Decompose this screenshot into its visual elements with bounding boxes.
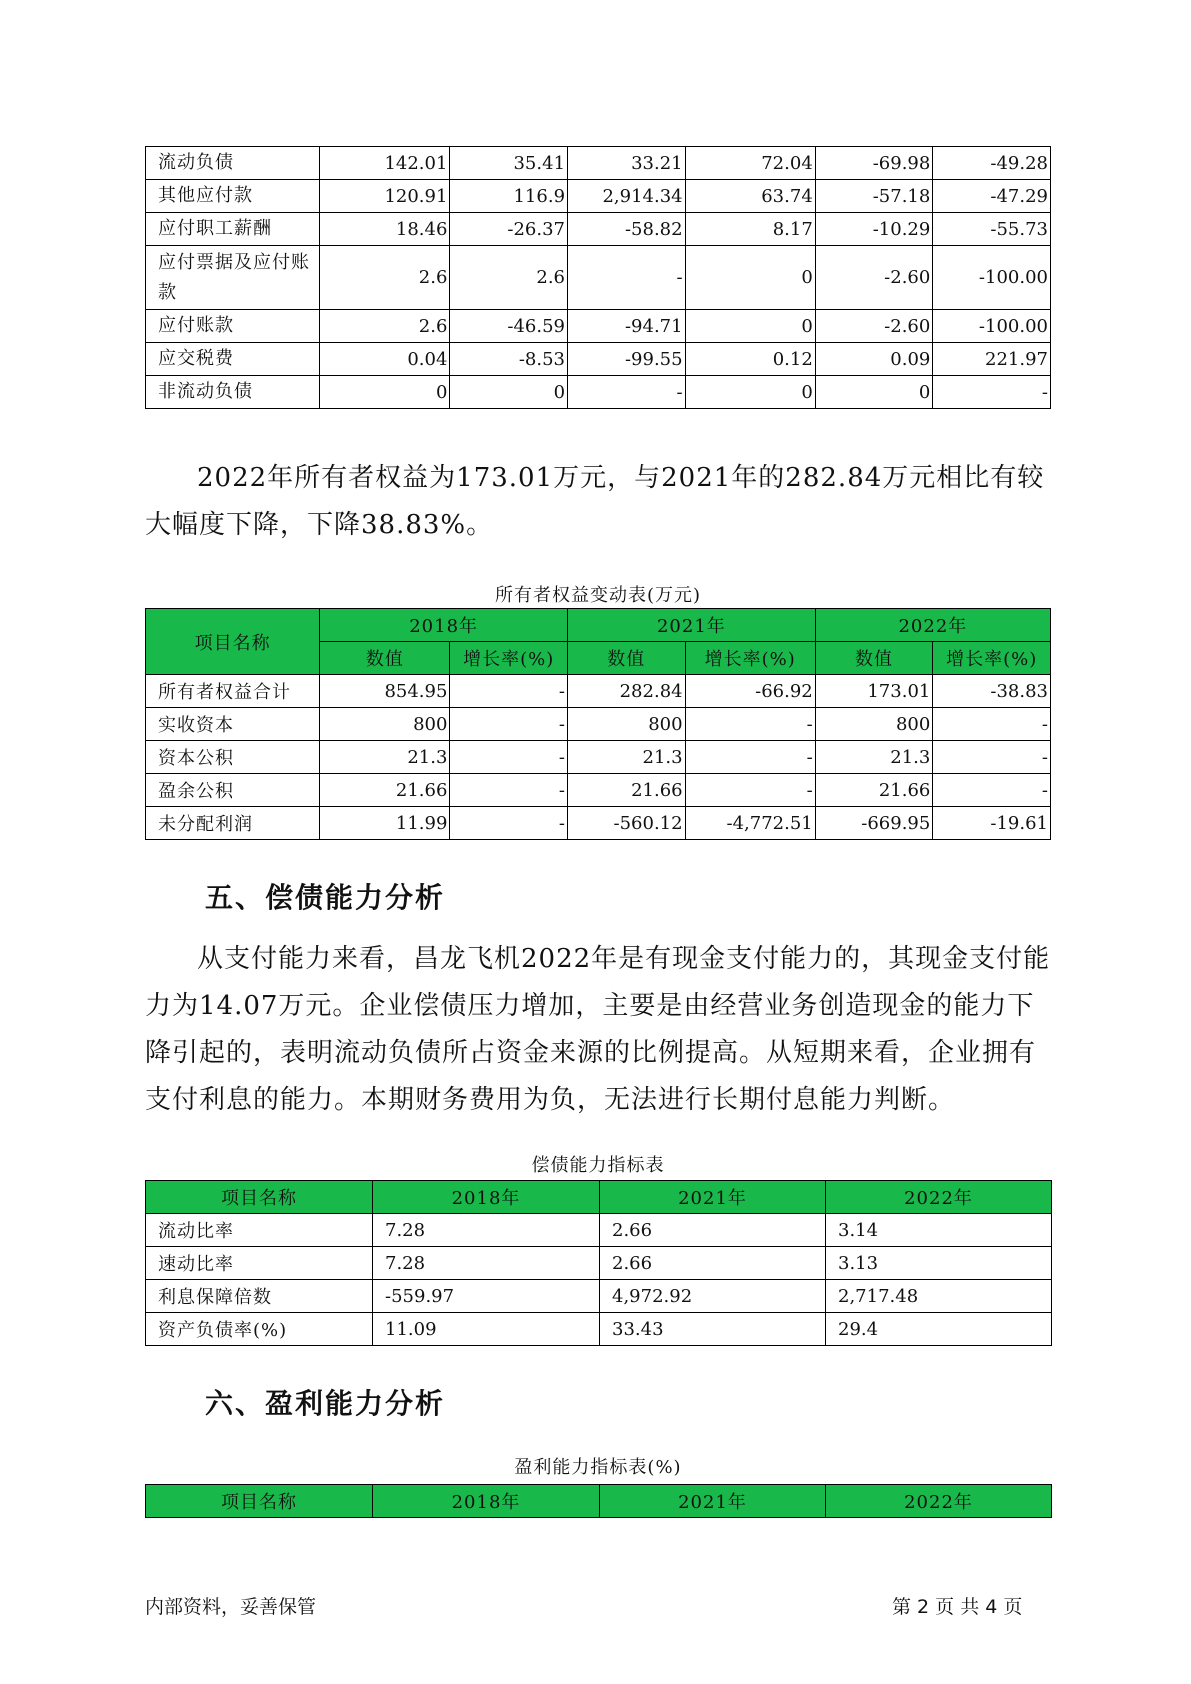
equity-cell: 21.66 xyxy=(320,774,450,807)
equity-cell: 800 xyxy=(320,708,450,741)
equity-row-label: 实收资本 xyxy=(146,708,320,741)
liabilities-cell: 0 xyxy=(450,376,568,409)
equity-subheader-growth: 增长率(%) xyxy=(685,642,815,675)
solvency-cell: 4,972.92 xyxy=(600,1280,826,1313)
solvency-cell: 29.4 xyxy=(826,1313,1052,1346)
equity-cell: - xyxy=(450,774,568,807)
solvency-row-label: 流动比率 xyxy=(146,1214,373,1247)
equity-cell: - xyxy=(450,807,568,840)
equity-row xyxy=(146,741,1051,774)
liabilities-cell: -100.00 xyxy=(933,246,1051,310)
liabilities-cell: 116.9 xyxy=(450,180,568,213)
equity-cell: 800 xyxy=(815,708,933,741)
liabilities-cell: 63.74 xyxy=(685,180,815,213)
liabilities-cell: -49.28 xyxy=(933,147,1051,180)
solvency-table-caption: 偿债能力指标表 xyxy=(531,1155,665,1176)
liabilities-cell: 0 xyxy=(685,246,815,310)
section-heading-profitability: 六、盈利能力分析 xyxy=(205,1387,446,1420)
liabilities-row xyxy=(146,246,1051,310)
solvency-cell: 11.09 xyxy=(373,1313,600,1346)
equity-cell: - xyxy=(685,774,815,807)
liabilities-row-label: 流动负债 xyxy=(146,147,320,180)
solvency-paragraph: 从支付能力来看，昌龙飞机2022年是有现金支付能力的，其现金支付能力为14.07万元。企业偿债压力增加，主要是由经营业务创造现金的能力下降引起的，表明流动负债所占资金来源的比例提高。从短期来看，企业拥有支付利息的能力。本期财务费用为负，无法进行长期付息能力判断。 xyxy=(145,944,1051,1115)
solvency-cell: 2.66 xyxy=(600,1247,826,1280)
solvency-year-header: 2018年 xyxy=(373,1181,600,1214)
equity-paragraph: 2022年所有者权益为173.01万元，与2021年的282.84万元相比有较大幅度下降，下降38.83%。 xyxy=(145,463,1045,540)
solvency-item-header: 项目名称 xyxy=(146,1181,373,1214)
equity-cell: - xyxy=(685,708,815,741)
equity-cell: -66.92 xyxy=(685,675,815,708)
equity-row xyxy=(146,708,1051,741)
equity-cell: 21.66 xyxy=(568,774,686,807)
liabilities-cell: -26.37 xyxy=(450,213,568,246)
equity-subheader-growth: 增长率(%) xyxy=(933,642,1051,675)
liabilities-row xyxy=(146,147,1051,180)
section-heading-solvency: 五、偿债能力分析 xyxy=(205,881,446,914)
liabilities-cell: -100.00 xyxy=(933,310,1051,343)
liabilities-cell: -10.29 xyxy=(815,213,933,246)
liabilities-cell: -99.55 xyxy=(568,343,686,376)
solvency-cell: 2.66 xyxy=(600,1214,826,1247)
liabilities-cell: 142.01 xyxy=(320,147,450,180)
equity-row-label: 资本公积 xyxy=(146,741,320,774)
solvency-row-label: 资产负债率(%) xyxy=(146,1313,373,1346)
equity-row xyxy=(146,774,1051,807)
equity-cell: -38.83 xyxy=(933,675,1051,708)
solvency-cell: -559.97 xyxy=(373,1280,600,1313)
solvency-cell: 7.28 xyxy=(373,1247,600,1280)
equity-subheader-value: 数值 xyxy=(320,642,450,675)
liabilities-cell: 72.04 xyxy=(685,147,815,180)
liabilities-cell: 18.46 xyxy=(320,213,450,246)
liabilities-row xyxy=(146,376,1051,409)
liabilities-row-label: 应付职工薪酬 xyxy=(146,213,320,246)
solvency-cell: 3.14 xyxy=(826,1214,1052,1247)
equity-year-header: 2018年 xyxy=(320,609,568,642)
equity-cell: - xyxy=(933,708,1051,741)
liabilities-cell: 0.12 xyxy=(685,343,815,376)
solvency-row xyxy=(146,1247,1052,1280)
liabilities-table xyxy=(145,146,1051,409)
liabilities-cell: 221.97 xyxy=(933,343,1051,376)
liabilities-cell: 8.17 xyxy=(685,213,815,246)
equity-cell: 21.3 xyxy=(815,741,933,774)
equity-subheader-growth: 增长率(%) xyxy=(450,642,568,675)
equity-year-header: 2021年 xyxy=(568,609,816,642)
liabilities-cell: 35.41 xyxy=(450,147,568,180)
equity-table-caption: 所有者权益变动表(万元) xyxy=(494,585,702,606)
equity-cell: 21.66 xyxy=(815,774,933,807)
solvency-cell: 7.28 xyxy=(373,1214,600,1247)
solvency-row xyxy=(146,1280,1052,1313)
profit-year-header: 2018年 xyxy=(373,1485,600,1518)
equity-year-header: 2022年 xyxy=(815,609,1050,642)
equity-cell: - xyxy=(933,741,1051,774)
equity-row xyxy=(146,675,1051,708)
liabilities-cell: 0 xyxy=(815,376,933,409)
solvency-table xyxy=(145,1180,1052,1346)
liabilities-cell: 0.04 xyxy=(320,343,450,376)
equity-row-label: 所有者权益合计 xyxy=(146,675,320,708)
liabilities-cell: 33.21 xyxy=(568,147,686,180)
liabilities-cell: -2.60 xyxy=(815,310,933,343)
liabilities-cell: -57.18 xyxy=(815,180,933,213)
liabilities-cell: - xyxy=(568,246,686,310)
profit-table xyxy=(145,1484,1052,1518)
liabilities-row-label: 应付票据及应付账款 xyxy=(146,246,320,310)
liabilities-cell: -58.82 xyxy=(568,213,686,246)
equity-cell: - xyxy=(685,741,815,774)
equity-cell: 11.99 xyxy=(320,807,450,840)
liabilities-cell: -8.53 xyxy=(450,343,568,376)
liabilities-cell: 2.6 xyxy=(320,310,450,343)
equity-cell: - xyxy=(450,675,568,708)
equity-subheader-value: 数值 xyxy=(568,642,686,675)
solvency-row xyxy=(146,1214,1052,1247)
liabilities-row xyxy=(146,180,1051,213)
liabilities-row xyxy=(146,213,1051,246)
liabilities-cell: 0 xyxy=(685,310,815,343)
liabilities-row-label: 非流动负债 xyxy=(146,376,320,409)
equity-cell: -19.61 xyxy=(933,807,1051,840)
profit-item-header: 项目名称 xyxy=(146,1485,373,1518)
liabilities-row-label: 其他应付款 xyxy=(146,180,320,213)
equity-table xyxy=(145,608,1051,840)
liabilities-cell: -46.59 xyxy=(450,310,568,343)
liabilities-cell: - xyxy=(933,376,1051,409)
equity-item-header: 项目名称 xyxy=(146,609,320,675)
equity-cell: 173.01 xyxy=(815,675,933,708)
solvency-year-header: 2021年 xyxy=(600,1181,826,1214)
liabilities-row xyxy=(146,343,1051,376)
profit-year-header: 2022年 xyxy=(826,1485,1052,1518)
equity-subheader-value: 数值 xyxy=(815,642,933,675)
liabilities-row-label: 应付账款 xyxy=(146,310,320,343)
liabilities-cell: 2.6 xyxy=(320,246,450,310)
footer-confidential-note: 内部资料，妥善保管 xyxy=(145,1596,317,1618)
liabilities-cell: -69.98 xyxy=(815,147,933,180)
solvency-cell: 2,717.48 xyxy=(826,1280,1052,1313)
liabilities-cell: 2.6 xyxy=(450,246,568,310)
solvency-row-label: 利息保障倍数 xyxy=(146,1280,373,1313)
liabilities-cell: -55.73 xyxy=(933,213,1051,246)
liabilities-cell: 0.09 xyxy=(815,343,933,376)
liabilities-cell: -47.29 xyxy=(933,180,1051,213)
equity-cell: - xyxy=(450,708,568,741)
equity-cell: -4,772.51 xyxy=(685,807,815,840)
footer-page-number: 第 2 页 共 4 页 xyxy=(892,1596,1023,1618)
equity-cell: - xyxy=(933,774,1051,807)
liabilities-cell: -94.71 xyxy=(568,310,686,343)
profit-year-header: 2021年 xyxy=(600,1485,826,1518)
liabilities-row xyxy=(146,310,1051,343)
equity-row-label: 未分配利润 xyxy=(146,807,320,840)
equity-cell: - xyxy=(450,741,568,774)
equity-cell: -560.12 xyxy=(568,807,686,840)
equity-cell: 21.3 xyxy=(568,741,686,774)
equity-cell: 21.3 xyxy=(320,741,450,774)
liabilities-cell: 0 xyxy=(320,376,450,409)
equity-cell: 282.84 xyxy=(568,675,686,708)
solvency-cell: 3.13 xyxy=(826,1247,1052,1280)
equity-row-label: 盈余公积 xyxy=(146,774,320,807)
liabilities-cell: 120.91 xyxy=(320,180,450,213)
liabilities-cell: -2.60 xyxy=(815,246,933,310)
liabilities-cell: 2,914.34 xyxy=(568,180,686,213)
solvency-year-header: 2022年 xyxy=(826,1181,1052,1214)
equity-cell: -669.95 xyxy=(815,807,933,840)
solvency-row-label: 速动比率 xyxy=(146,1247,373,1280)
profit-table-caption: 盈利能力指标表(%) xyxy=(514,1457,682,1478)
equity-row xyxy=(146,807,1051,840)
equity-cell: 800 xyxy=(568,708,686,741)
liabilities-cell: - xyxy=(568,376,686,409)
liabilities-cell: 0 xyxy=(685,376,815,409)
equity-cell: 854.95 xyxy=(320,675,450,708)
solvency-row xyxy=(146,1313,1052,1346)
liabilities-row-label: 应交税费 xyxy=(146,343,320,376)
solvency-cell: 33.43 xyxy=(600,1313,826,1346)
